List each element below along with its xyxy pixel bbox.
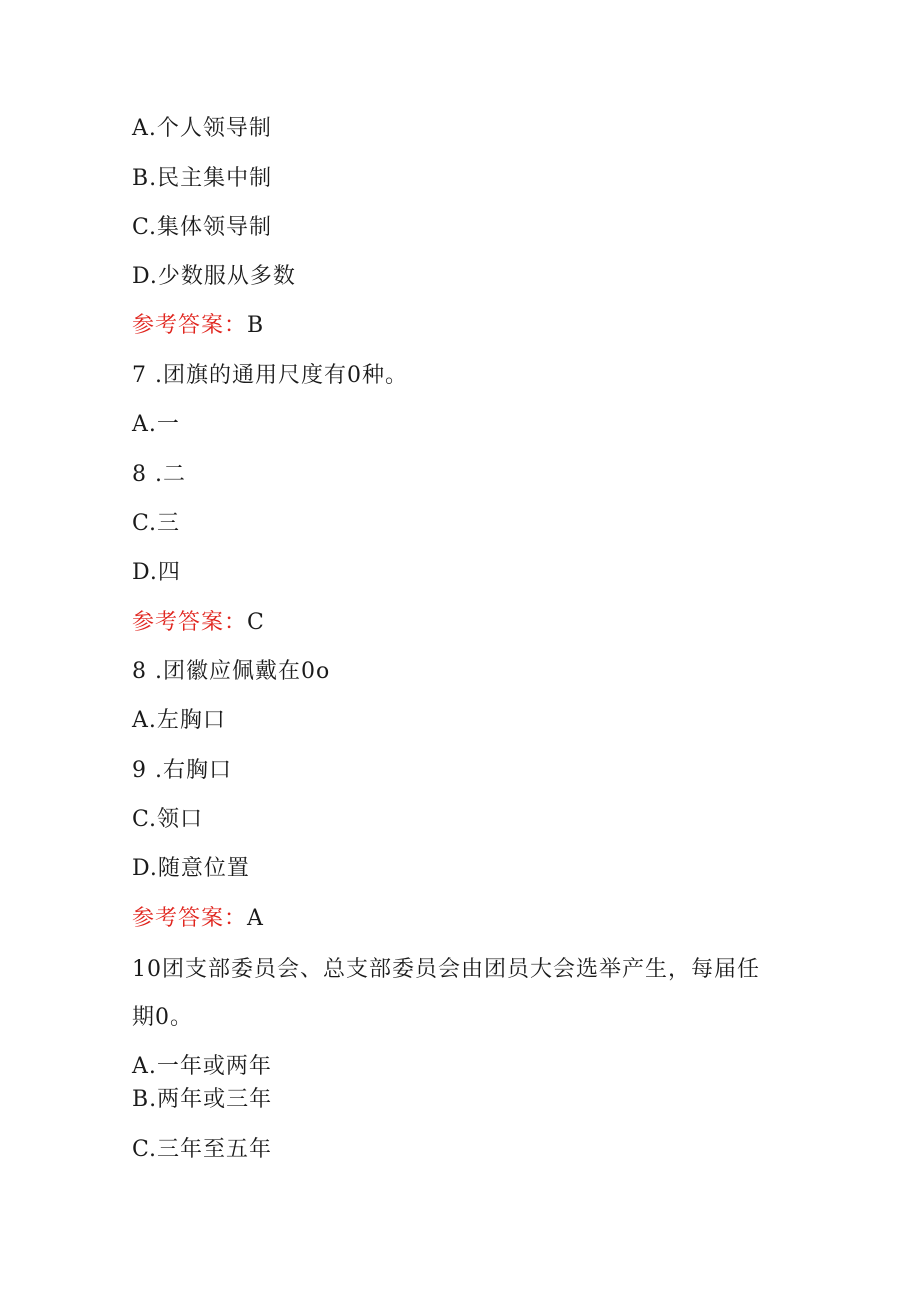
answer-label: 参考答案： bbox=[132, 906, 248, 931]
answer-label: 参考答案： bbox=[132, 313, 248, 338]
q10-option-a: A.一年或两年 bbox=[132, 1054, 272, 1079]
answer-label: 参考答案： bbox=[132, 610, 248, 635]
q7-option-d: D.四 bbox=[132, 560, 181, 585]
q8-answer bbox=[132, 904, 264, 934]
q6-option-a: A.个人领导制 bbox=[132, 116, 272, 141]
q7-option-b: 8 .二 bbox=[132, 462, 186, 487]
answer-value: B bbox=[247, 313, 265, 338]
q10-question-line1: 10团支部委员会、总支部委员会由团员大会选举产生，每届任 bbox=[132, 957, 760, 982]
q10-option-b: B.两年或三年 bbox=[132, 1087, 273, 1112]
answer-value: A bbox=[247, 906, 264, 931]
q6-answer bbox=[132, 311, 264, 341]
q8-question: 8 .团徽应佩戴在0o bbox=[132, 659, 331, 684]
q6-option-d: D.少数服从多数 bbox=[132, 264, 296, 289]
q7-option-c: C.三 bbox=[132, 511, 181, 536]
q8-option-d: D.随意位置 bbox=[132, 856, 250, 881]
q6-option-b: B.民主集中制 bbox=[132, 166, 273, 191]
q10-question-line2: 期0。 bbox=[132, 1005, 193, 1030]
answer-value: C bbox=[247, 610, 265, 635]
q6-option-c: C.集体领导制 bbox=[132, 215, 273, 240]
q8-option-c: C.领口 bbox=[132, 807, 204, 832]
q7-question: 7 .团旗的通用尺度有0种。 bbox=[132, 363, 408, 388]
q10-option-c: C.三年至五年 bbox=[132, 1137, 273, 1162]
q7-answer bbox=[132, 608, 265, 638]
q7-option-a: A.一 bbox=[132, 412, 180, 437]
q8-option-a: A.左胸口 bbox=[132, 708, 226, 733]
q8-option-b: 9 .右胸口 bbox=[132, 758, 232, 783]
